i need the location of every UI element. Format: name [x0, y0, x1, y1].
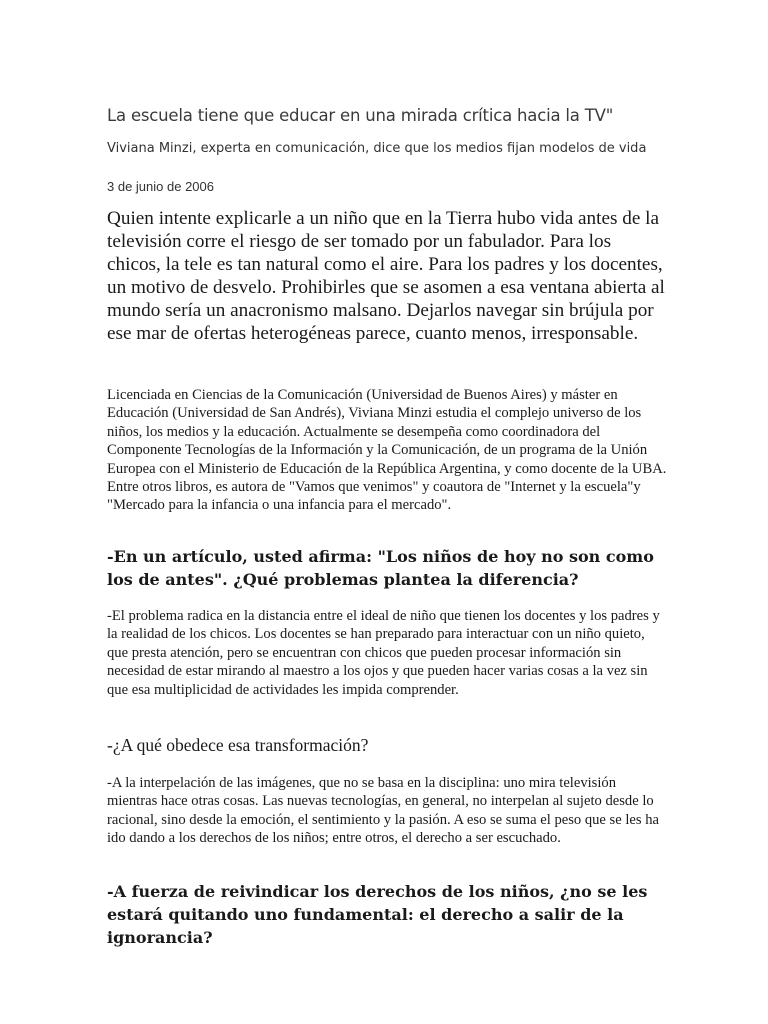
question-3: -A fuerza de reivindicar los derechos de los niños, ¿no se les estará quitando uno fundamental: el derecho a salir de la ignorancia?: [107, 882, 648, 947]
article-lead: Quien intente explicarle a un niño que en la Tierra hubo vida antes de la televisión corre el riesgo de ser tomado por un fabulador. Para los chicos, la tele es tan natural como el aire. Para los padres y los docentes, un motivo de desvelo. Prohibirles que se asomen a esa ventana abierta al mundo sería un anacronismo malsano. Dejarlos navegar sin brújula por ese mar de ofertas heterogéneas parece, cuanto menos, irresponsable.: [107, 208, 665, 345]
article-date: 3 de junio de 2006: [107, 179, 214, 194]
article-subtitle: Viviana Minzi, experta en comunicación, dice que los medios fijan modelos de vida: [107, 141, 647, 156]
author-bio: Licenciada en Ciencias de la Comunicación (Universidad de Buenos Aires) y máster en Educación (Universidad de San Andrés), Viviana Minzi estudia el complejo universo de los niños, los medios y la educación. Actualmente se desempeña como coordinadora del Componente Tecnologías de la Información y la Comunicación, de un programa de la Unión Europea con el Ministerio de Educación de la República Argentina, y como docente de la UBA. Entre otros libros, es autora de "Vamos que venimos" y coautora de "Internet y la escuela"y "Mercado para la infancia o una infancia para el mercado".: [107, 387, 667, 514]
question-1: -En un artículo, usted afirma: "Los niños de hoy no son como los de antes". ¿Qué problemas plantea la diferencia?: [107, 547, 654, 589]
question-2: -¿A qué obedece esa transformación?: [107, 735, 369, 755]
answer-2: -A la interpelación de las imágenes, que no se basa en la disciplina: uno mira televisión mientras hace otras cosas. Las nuevas tecnologías, en general, no interpelan al sujeto desde lo racional, sino desde la emoción, el sentimiento y la pasión. A eso se suma el peso que se les ha ido dando a los derechos de los niños; entre otros, el derecho a ser escuchado.: [107, 775, 659, 847]
article-title: La escuela tiene que educar en una mirada crítica hacia la TV": [107, 106, 614, 125]
answer-1: -El problema radica en la distancia entre el ideal de niño que tienen los docentes y los padres y la realidad de los chicos. Los docentes se han preparado para interactuar con un niño quieto, que presta atención, pero se encuentran con chicos que pueden procesar información sin necesidad de estar mirando al maestro a los ojos y que pueden hacer varias cosas a la vez sin que esa multiplicidad de actividades les impida comprender.: [107, 608, 660, 698]
